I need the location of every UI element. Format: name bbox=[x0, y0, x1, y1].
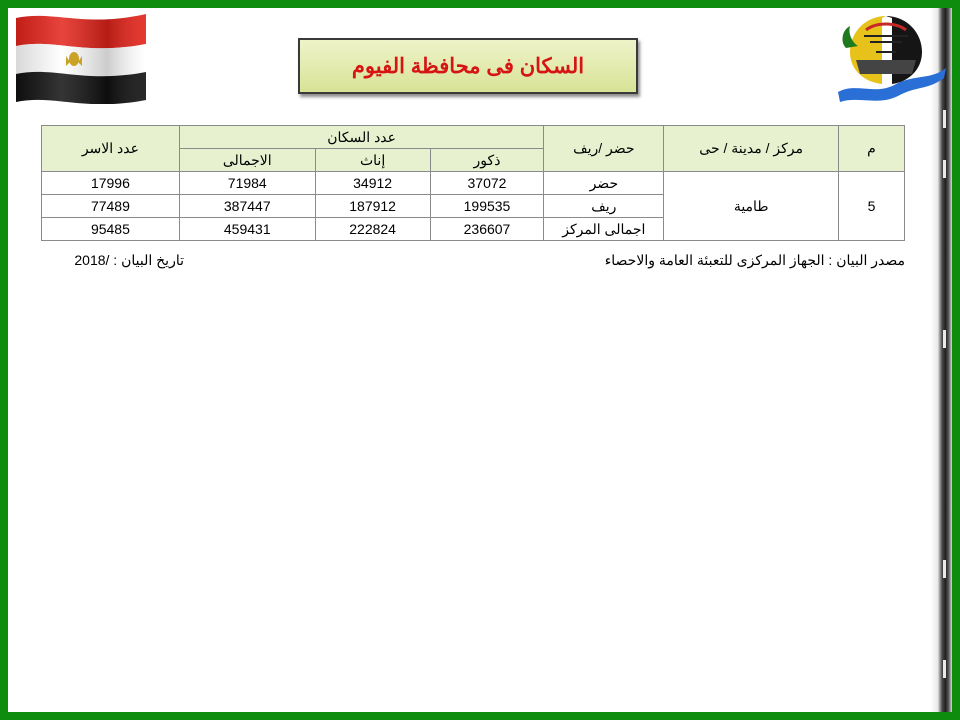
header-females: إناث bbox=[315, 149, 430, 172]
cell-females: 34912 bbox=[315, 172, 430, 195]
cell-males: 199535 bbox=[430, 195, 544, 218]
page-title: السكان فى محافظة الفيوم bbox=[351, 54, 585, 78]
data-date-note: تاريخ البيان : /2018 bbox=[74, 252, 184, 268]
table-header-row bbox=[42, 126, 905, 149]
film-strip-mark bbox=[943, 560, 946, 578]
cell-families: 77489 bbox=[42, 195, 180, 218]
population-table bbox=[41, 125, 905, 241]
header-families: عدد الاسر bbox=[42, 126, 180, 172]
header-number: م bbox=[839, 126, 905, 172]
header-males: ذكور bbox=[430, 149, 544, 172]
cell-families: 17996 bbox=[42, 172, 180, 195]
film-strip-mark bbox=[943, 330, 946, 348]
title-banner bbox=[298, 38, 638, 94]
cell-number: 5 bbox=[839, 172, 905, 241]
table-row bbox=[42, 172, 905, 195]
cell-females: 222824 bbox=[315, 218, 430, 241]
cell-type: ريف bbox=[544, 195, 664, 218]
film-strip-mark bbox=[943, 660, 946, 678]
cell-type: حضر bbox=[544, 172, 664, 195]
cell-total: 387447 bbox=[179, 195, 315, 218]
header-urban-rural: حضر /ريف bbox=[544, 126, 664, 172]
cell-males: 236607 bbox=[430, 218, 544, 241]
film-strip-mark bbox=[943, 110, 946, 128]
egypt-flag-icon bbox=[14, 10, 148, 104]
cell-district: طامية bbox=[664, 172, 839, 241]
cell-females: 187912 bbox=[315, 195, 430, 218]
cell-families: 95485 bbox=[42, 218, 180, 241]
data-source-note: مصدر البيان : الجهاز المركزى للتعبئة العامة والاحصاء bbox=[604, 252, 905, 268]
header-total: الاجمالى bbox=[179, 149, 315, 172]
fayoum-governorate-logo-icon bbox=[836, 12, 948, 106]
header-district: مركز / مدينة / حى bbox=[664, 126, 839, 172]
cell-total: 459431 bbox=[179, 218, 315, 241]
film-strip-mark bbox=[943, 160, 946, 178]
header-population: عدد السكان bbox=[179, 126, 544, 149]
cell-total: 71984 bbox=[179, 172, 315, 195]
cell-males: 37072 bbox=[430, 172, 544, 195]
cell-type: اجمالى المركز bbox=[544, 218, 664, 241]
decorative-film-strip bbox=[930, 8, 952, 712]
